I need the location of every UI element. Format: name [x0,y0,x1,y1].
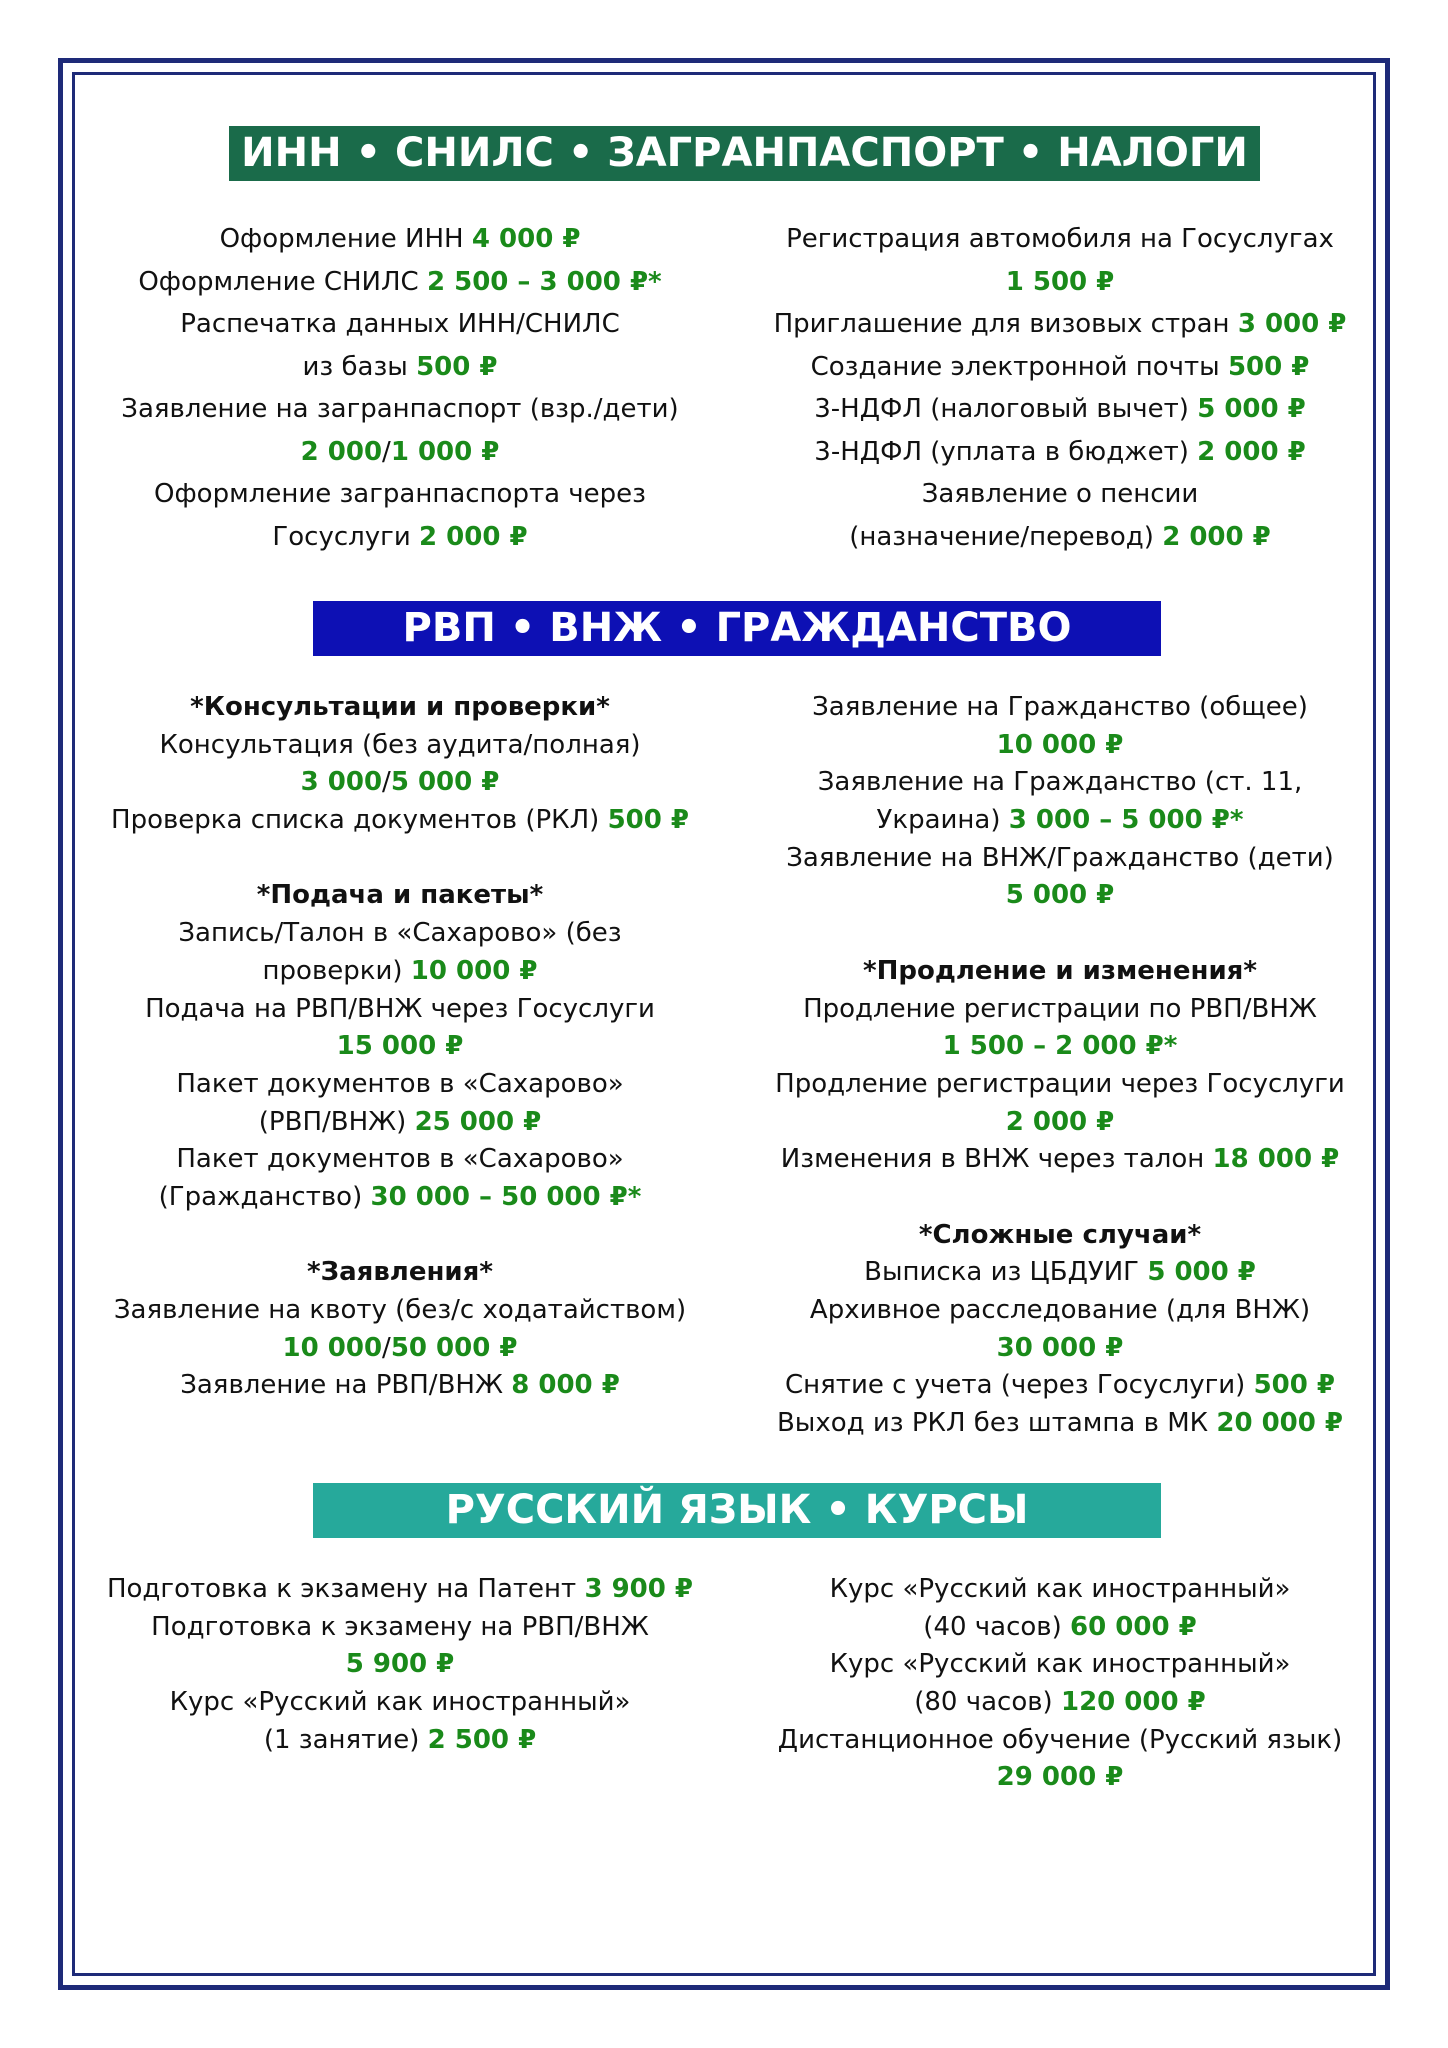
price: 5 900 ₽ [345,1649,455,1680]
service-label: 3-НДФЛ (налоговый вычет) [814,394,1198,424]
service-label: (назначение/перевод) [849,521,1163,552]
price-line [80,1292,720,1330]
price: 1 500 – 2 000 ₽* [942,1031,1178,1062]
price-line [80,346,720,389]
price-line [740,877,1380,915]
price-line [740,1028,1380,1066]
price-line [80,1367,720,1405]
spacer [740,1179,1380,1217]
service-label: Госуслуги [272,521,419,552]
price: 1 000 ₽ [390,436,500,467]
price: 60 000 ₽ [1070,1611,1197,1642]
service-label: Дистанционное обучение (Русский язык) [777,1724,1343,1755]
subsection-title: *Сложные случаи* [918,1219,1202,1250]
documents-taxes-right-column [740,218,1380,558]
subsection-heading [80,689,720,727]
price-line [740,764,1380,802]
price-line [740,1405,1380,1443]
price-line [740,516,1380,559]
service-label: Заявление на ВНЖ/Гражданство (дети) [786,842,1334,873]
price: 5 000 ₽ [390,767,500,798]
service-label: (1 занятие) [263,1724,428,1755]
price: 20 000 ₽ [1216,1408,1344,1439]
price-line [740,1330,1380,1368]
price-line [740,840,1380,878]
price-line [80,1179,720,1217]
service-label: Продление регистрации через Госуслуги [775,1068,1345,1099]
subsection-heading [740,953,1380,991]
service-label: Оформление СНИЛС [138,266,427,297]
subsection-title: *Подача и пакеты* [256,880,544,911]
price: 5 000 ₽ [1197,394,1306,424]
price: 500 ₽ [416,351,498,382]
price-line [740,1141,1380,1179]
price: 2 000 ₽ [1197,436,1306,467]
subsection-title: *Заявления* [307,1257,493,1288]
price-line [80,1646,720,1684]
price-line [740,1646,1380,1684]
price: 10 000 [282,1332,383,1363]
price-separator: / [382,436,391,467]
price-line [740,1722,1380,1760]
price: 4 000 ₽ [471,224,581,254]
service-label: (РВП/ВНЖ) [258,1106,415,1137]
service-label: Пакет документов в «Сахарово» [176,1068,624,1099]
service-label: Заявление на квоту (без/с ходатайством) [113,1295,687,1325]
price-separator: / [382,767,391,798]
service-label: Подготовка к экзамену на Патент [106,1574,585,1604]
residence-right-column [740,689,1380,1443]
service-label: Заявление на Гражданство (общее) [812,692,1308,722]
price: 3 000 [300,767,383,798]
service-label: Приглашение для визовых стран [773,309,1238,339]
price: 5 000 ₽ [1005,880,1115,911]
price: 10 000 ₽ [410,955,538,986]
price: 3 000 – 5 000 ₽* [1008,805,1244,836]
price-line [740,1571,1380,1609]
price-line [740,388,1380,431]
price: 8 000 ₽ [511,1370,620,1401]
section-banner-russian-courses: РУССКИЙ ЯЗЫК • КУРСЫ [313,1483,1161,1538]
service-label: Архивное расследование (для ВНЖ) [809,1295,1311,1325]
price-line [740,431,1380,474]
service-label: Заявление о пенсии [921,479,1199,509]
spacer [80,840,720,878]
price-line [80,516,720,559]
price-line [740,1066,1380,1104]
subsection-title: *Продление и изменения* [863,955,1257,986]
price-line [740,802,1380,840]
price-line [740,218,1380,261]
price-line [80,473,720,516]
service-label: Снятие с учета (через Госуслуги) [785,1370,1254,1401]
price-line [740,473,1380,516]
price-line [80,953,720,991]
price-line [80,261,720,304]
price: 2 500 ₽ [427,1724,537,1755]
service-label: проверки) [262,955,411,986]
service-label: Продление регистрации по РВП/ВНЖ [803,993,1317,1024]
service-label: Курс «Русский как иностранный» [169,1687,631,1718]
price-line [80,764,720,802]
price-line [80,802,720,840]
price: 18 000 ₽ [1212,1144,1340,1175]
service-label: 3-НДФЛ (уплата в бюджет) [814,436,1198,467]
documents-taxes-left-column [80,218,720,558]
price: 500 ₽ [1227,351,1310,382]
service-label: Создание электронной почты [810,351,1228,382]
service-label: Консультация (без аудита/полная) [159,729,641,760]
price-line [80,218,720,261]
service-label: Запись/Талон в «Сахарово» (без [178,918,622,949]
service-label: (80 часов) [914,1687,1061,1718]
service-label: из базы [302,351,417,382]
price: 500 ₽ [607,805,689,836]
price: 2 500 – 3 000 ₽* [426,266,662,297]
service-label: (40 часов) [923,1611,1071,1642]
service-label: Распечатка данных ИНН/СНИЛС [180,309,620,339]
service-label: Оформление ИНН [219,224,472,254]
price: 120 000 ₽ [1060,1687,1206,1718]
price: 3 000 ₽ [1237,309,1347,339]
price: 1 500 ₽ [1005,266,1115,297]
price-line [740,1759,1380,1797]
price-line [80,431,720,474]
service-label: Изменения в ВНЖ через талон [780,1144,1213,1175]
service-label: Пакет документов в «Сахарово» [176,1144,624,1175]
price-line [740,727,1380,765]
price-line [740,1684,1380,1722]
subsection-heading [740,1217,1380,1255]
service-label: Подача на РВП/ВНЖ через Госуслуги [145,993,655,1024]
service-label: Подготовка к экзамену на РВП/ВНЖ [151,1611,649,1642]
price-line [740,1292,1380,1330]
price: 2 000 ₽ [1162,521,1271,552]
subsection-heading [80,1254,720,1292]
price-line [80,1104,720,1142]
service-label: Курс «Русский как иностранный» [829,1649,1291,1680]
service-label: Выход из РКЛ без штампа в МК [776,1408,1217,1439]
service-label: Выписка из ЦБДУИГ [864,1257,1148,1288]
price-line [80,1066,720,1104]
price-line [80,388,720,431]
price-line [740,689,1380,727]
price: 2 000 ₽ [1005,1106,1115,1137]
price: 15 000 ₽ [336,1031,464,1062]
price: 30 000 ₽ [996,1332,1124,1363]
courses-right-column [740,1571,1380,1797]
price-line [80,1609,720,1647]
price-line [80,1571,720,1609]
spacer [740,915,1380,953]
price: 5 000 ₽ [1147,1257,1256,1288]
spacer [80,1217,720,1255]
price-line [740,303,1380,346]
price: 3 900 ₽ [584,1574,694,1604]
service-label: Курс «Русский как иностранный» [829,1574,1291,1604]
price-line [740,1367,1380,1405]
price-line [740,1104,1380,1142]
section-banner-documents-taxes: ИНН • СНИЛС • ЗАГРАНПАСПОРТ • НАЛОГИ [229,126,1260,181]
price: 50 000 ₽ [390,1332,518,1363]
subsection-title: *Консультации и проверки* [190,692,610,722]
price: 25 000 ₽ [414,1106,542,1137]
price-line [80,303,720,346]
price-line [80,1141,720,1179]
service-label: Регистрация автомобиля на Госуслугах [786,224,1334,254]
service-label: Оформление загранпаспорта через [153,479,646,509]
price-line [80,1722,720,1760]
price-line [740,346,1380,389]
section-banner-residence-citizenship: РВП • ВНЖ • ГРАЖДАНСТВО [313,601,1161,656]
price-line [80,915,720,953]
price-line [80,991,720,1029]
service-label: Заявление на РВП/ВНЖ [180,1370,512,1401]
price: 2 000 ₽ [419,521,528,552]
price: 29 000 ₽ [996,1762,1124,1793]
price-line [740,991,1380,1029]
courses-left-column [80,1571,720,1759]
price-line [740,1254,1380,1292]
price-line [80,1330,720,1368]
price: 500 ₽ [1253,1370,1335,1401]
price: 2 000 [300,436,383,467]
price-separator: / [382,1332,391,1363]
service-label: Украина) [876,805,1009,836]
price-line [740,261,1380,304]
subsection-heading [80,877,720,915]
price-line [80,1028,720,1066]
service-label: Заявление на загранпаспорт (взр./дети) [121,394,679,424]
price-line [80,1684,720,1722]
residence-left-column [80,689,720,1405]
price-line [80,727,720,765]
price: 10 000 ₽ [996,729,1124,760]
service-label: (Гражданство) [158,1181,371,1212]
price: 30 000 – 50 000 ₽* [370,1181,642,1212]
service-label: Проверка списка документов (РКЛ) [111,805,608,836]
service-label: Заявление на Гражданство (ст. 11, [817,767,1303,798]
price-line [740,1609,1380,1647]
